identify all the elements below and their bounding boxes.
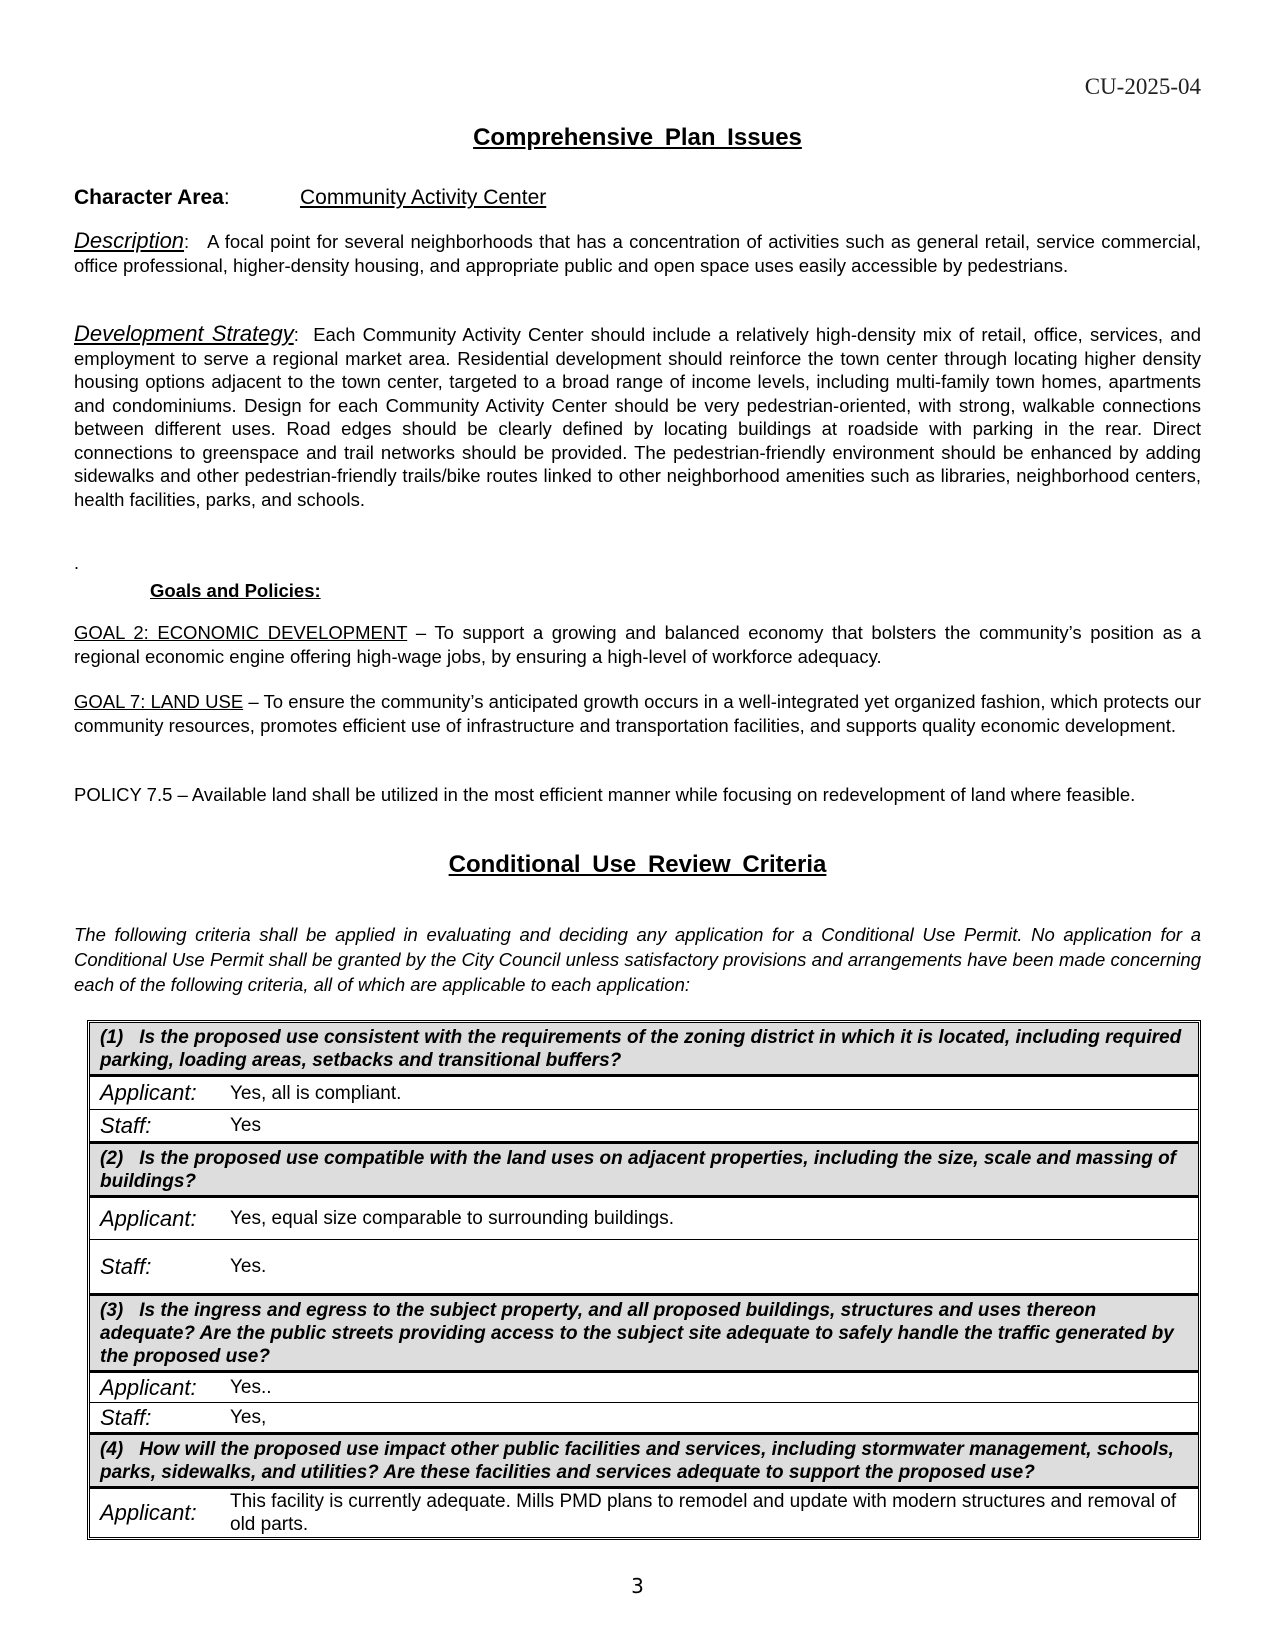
applicant-response: This facility is currently adequate. Mills PMD plans to remodel and update with modern structures and removal of old parts. xyxy=(230,1491,1177,1535)
applicant-label: Applicant: xyxy=(100,1374,197,1400)
staff-label: Staff: xyxy=(100,1112,152,1138)
goal-2-text: – To support a growing and balanced economy that bolsters the community’s position as a regional economic engine offering high-wage jobs, by ensuring a high-level of workforce adequacy. xyxy=(74,622,1202,667)
development-strategy-text: Each Community Activity Center should include a relatively high-density mix of retail, office, services, and employment to serve a regional market area. Residential development should reinforce the town center through locating higher density housing options adjacent to the town center, targeted to a broad range of income levels, including multi-family town homes, apartments and condominiums. Design for each Community Activity Center should be very pedestrian-oriented, with strong, walkable connections between different uses. Road edges should be clearly defined by locating buildings at roadside with parking in the rear. Direct connections to greenspace and trail networks should be provided. The pedestrian-friendly environment should be enhanced by adding sidewalks and other pedestrian-friendly trails/bike routes linked to other neighborhood amenities such as libraries, neighborhood centers, health facilities, parks, and schools. xyxy=(74,324,1202,510)
character-area-colon: : xyxy=(223,186,230,209)
staff-response-row xyxy=(90,1403,1198,1435)
criterion-question xyxy=(90,1435,1198,1489)
criterion-number: (2) xyxy=(100,1148,124,1169)
applicant-label: Applicant: xyxy=(100,1500,197,1525)
applicant-label: Applicant: xyxy=(100,1205,197,1231)
staff-label: Staff: xyxy=(100,1253,152,1279)
staff-response: Yes xyxy=(230,1115,261,1136)
review-intro-paragraph: The following criteria shall be applied in evaluating and deciding any application for a Conditional Use Permit. No application for a Conditional Use Permit shall be granted by the City Council unless satisfactory provisions and arrangements have been made concerning each of the following criteria, all of which are applicable to each application: xyxy=(74,924,1201,995)
applicant-response: Yes.. xyxy=(230,1377,272,1398)
description-text: A focal point for several neighborhoods that has a concentration of activities such as general retail, service commercial, office professional, higher-density housing, and appropriate public and open space uses easily accessible by pedestrians. xyxy=(74,231,1201,276)
goal-7-label: GOAL 7: LAND USE xyxy=(74,691,244,712)
goal-7-text: – To ensure the community’s anticipated growth occurs in a well-integrated yet organized fashion, which protects our community resources, promotes efficient use of infrastructure and transportation facilities, and supports quality economic development. xyxy=(74,691,1201,736)
applicant-response-row xyxy=(90,1198,1198,1240)
staff-response: Yes, xyxy=(230,1407,267,1428)
applicant-response: Yes, equal size comparable to surrounding buildings. xyxy=(230,1208,674,1229)
criterion-number: (4) xyxy=(100,1439,124,1460)
criterion-question xyxy=(90,1023,1198,1077)
goal-2-label: GOAL 2: ECONOMIC DEVELOPMENT xyxy=(74,622,408,643)
goal-2-paragraph xyxy=(74,621,1201,668)
criterion-question-text: How will the proposed use impact other public facilities and services, including stormwater management, schools, parks, sidewalks, and utilities? Are these facilities and services adequate to support the proposed use? xyxy=(100,1439,1174,1483)
staff-response-row xyxy=(90,1110,1198,1144)
criterion-question-text: Is the proposed use consistent with the requirements of the zoning district in which it is located, including required parking, loading areas, setbacks and transitional buffers? xyxy=(100,1027,1182,1071)
description-label: Description xyxy=(74,228,185,253)
criterion-question xyxy=(90,1144,1198,1198)
character-area-value: Community Activity Center xyxy=(300,186,547,209)
applicant-response-row xyxy=(90,1489,1198,1537)
development-strategy-label: Development Strategy xyxy=(74,321,294,346)
comprehensive-plan-title: Comprehensive Plan Issues xyxy=(473,124,802,151)
criterion-question xyxy=(90,1296,1198,1373)
description-paragraph: Description: A focal point for several neighborhoods that has a concentration of activities such as general retail, service commercial, office professional, higher-density housing, and appropriate public and open space uses easily accessible by pedestrians. xyxy=(74,228,1201,276)
applicant-response-row xyxy=(90,1077,1198,1110)
applicant-label: Applicant: xyxy=(100,1080,197,1105)
character-area-label: Character Area xyxy=(74,186,224,209)
applicant-response-row xyxy=(90,1373,1198,1403)
policy-7-5-paragraph: POLICY 7.5 – Available land shall be utilized in the most efficient manner while focusing on redevelopment of land where feasible. xyxy=(74,784,1136,805)
stray-dot: . xyxy=(74,553,80,573)
page-number: 3 xyxy=(631,1574,644,1598)
criterion-number: (1) xyxy=(100,1027,124,1048)
case-number: CU-2025-04 xyxy=(1084,74,1201,99)
goals-policies-heading: Goals and Policies: xyxy=(150,580,321,601)
review-criteria-title: Conditional Use Review Criteria xyxy=(448,851,827,878)
document-page xyxy=(74,0,1201,1650)
criterion-question-text: Is the proposed use compatible with the land uses on adjacent properties, including the size, scale and massing of buildings? xyxy=(100,1148,1177,1192)
development-strategy-paragraph: Development Strategy: Each Community Activity Center should include a relatively high-density mix of retail, office, services, and employment to serve a regional market area. Residential development should reinforce the town center through locating higher density housing options adjacent to the town center, targeted to a broad range of income levels, including multi-family town homes, apartments and condominiums. Design for each Community Activity Center should be very pedestrian-oriented, with strong, walkable connections between different uses. Road edges should be clearly defined by locating buildings at roadside with parking in the rear. Direct connections to greenspace and trail networks should be provided. The pedestrian-friendly environment should be enhanced by adding sidewalks and other pedestrian-friendly trails/bike routes linked to other neighborhood amenities such as libraries, neighborhood centers, health facilities, parks, and schools. xyxy=(74,321,1202,510)
staff-label: Staff: xyxy=(100,1404,152,1430)
applicant-response: Yes, all is compliant. xyxy=(230,1082,402,1104)
criterion-question-text: Is the ingress and egress to the subject property, and all proposed buildings, structures and uses thereon adequate? Are the public streets providing access to the subject site adequate to safely handle the traffic generated by the proposed use? xyxy=(100,1300,1174,1367)
character-area-line xyxy=(74,186,547,210)
goal-7-paragraph xyxy=(74,690,1201,737)
criteria-table xyxy=(87,1020,1201,1540)
staff-response: Yes. xyxy=(230,1256,267,1277)
staff-response-row xyxy=(90,1240,1198,1296)
criterion-number: (3) xyxy=(100,1300,124,1321)
